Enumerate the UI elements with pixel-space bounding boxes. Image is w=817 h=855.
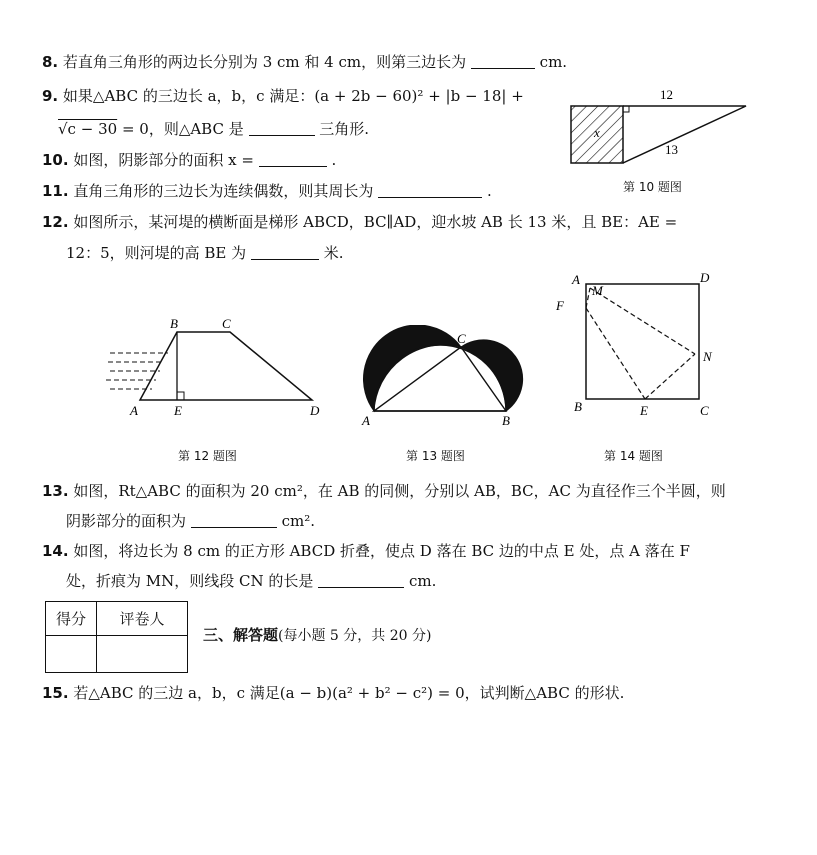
question-10	[42, 150, 336, 170]
label-m: M	[592, 283, 603, 298]
question-text: 若直角三角形的两边长分别为 3 cm 和 4 cm，则第三边长为	[62, 53, 467, 71]
label-13: 13	[665, 142, 678, 157]
suffix-text: .	[331, 151, 337, 169]
grader-cell[interactable]	[97, 636, 188, 673]
unit-text: cm.	[408, 572, 437, 590]
label-n: N	[703, 349, 712, 364]
figure-10-caption: 第 10 题图	[623, 180, 682, 194]
unit-text: cm.	[539, 53, 568, 71]
label-f: F	[556, 298, 564, 313]
label-c: C	[457, 331, 466, 346]
suffix-text: .	[486, 182, 492, 200]
question-number: 13.	[42, 482, 69, 500]
label-a: A	[362, 413, 370, 428]
figure-13-diagram	[360, 325, 525, 430]
question-number: 11.	[42, 182, 69, 200]
label-12: 12	[660, 87, 673, 102]
question-number: 15.	[42, 684, 69, 702]
question-11	[42, 181, 492, 201]
suffix-text: 三角形.	[319, 120, 370, 138]
question-text: 如图，阴影部分的面积 x =	[73, 151, 254, 169]
section-title: 三、解答题	[203, 626, 279, 644]
answer-blank[interactable]	[251, 245, 319, 260]
answer-blank[interactable]	[259, 152, 327, 167]
score-header: 得分	[46, 602, 97, 636]
question-text: 如图，Rt△ABC 的面积为 20 cm²，在 AB 的同侧，分别以 AB，BC，AC 为直径作三个半圆，则	[73, 482, 726, 500]
score-cell[interactable]	[46, 636, 97, 673]
question-text: 如果△ABC 的三边长 a，b，c 满足：(a + 2b − 60)² + |b − 18| +	[62, 87, 524, 105]
square-abcd	[586, 284, 699, 399]
figure-10-diagram	[565, 82, 755, 172]
answer-blank[interactable]	[318, 573, 404, 588]
grader-header: 评卷人	[97, 602, 188, 636]
label-e: E	[174, 403, 182, 418]
question-number: 8.	[42, 53, 59, 71]
question-12-line-2	[66, 243, 343, 263]
question-number: 12.	[42, 213, 69, 231]
question-8	[42, 52, 567, 72]
label-e: E	[640, 403, 648, 418]
question-9-line-2	[58, 119, 369, 139]
trapezoid-abcd	[140, 332, 312, 400]
question-text: 12：5，则河堤的高 BE 为	[66, 244, 247, 262]
sqrt-expression: √c − 30	[58, 120, 118, 138]
question-text: 如图所示，某河堤的横断面是梯形 ABCD，BC∥AD，迎水坡 AB 长 13 米，且 BE：AE =	[73, 213, 678, 231]
question-text: 直角三角形的三边长为连续偶数，则其周长为	[73, 182, 374, 200]
question-text: 处，折痕为 MN，则线段 CN 的长是	[66, 572, 314, 590]
label-d: D	[310, 403, 320, 418]
answer-area[interactable]	[40, 712, 780, 842]
question-13-line-2	[66, 511, 315, 531]
label-a: A	[572, 272, 580, 287]
question-text: = 0，则△ABC 是	[121, 120, 244, 138]
shaded-lune-bc	[461, 340, 523, 411]
shaded-lune-ac	[363, 325, 461, 411]
question-12-line-1	[42, 212, 677, 232]
question-14-line-1	[42, 541, 690, 561]
label-x: x	[594, 125, 600, 140]
question-text: 阴影部分的面积为	[66, 512, 187, 530]
section-3-heading	[203, 624, 431, 645]
label-c: C	[700, 403, 709, 418]
unit-text: cm².	[281, 512, 315, 530]
figure-14-caption: 第 14 题图	[604, 449, 663, 463]
answer-blank[interactable]	[249, 121, 315, 136]
answer-blank[interactable]	[471, 54, 535, 69]
right-angle-mark	[177, 392, 184, 400]
question-number: 14.	[42, 542, 69, 560]
label-b: B	[170, 316, 178, 331]
figure-12-diagram	[100, 310, 330, 425]
label-b: B	[502, 413, 510, 428]
label-c: C	[222, 316, 231, 331]
question-9-line-1	[42, 86, 524, 106]
label-a: A	[130, 403, 138, 418]
right-angle-mark	[623, 106, 629, 112]
right-triangle	[623, 106, 746, 163]
question-13-line-1	[42, 481, 726, 501]
figure-14-diagram	[550, 268, 720, 423]
question-number: 10.	[42, 151, 69, 169]
question-text: 如图，将边长为 8 cm 的正方形 ABCD 折叠，使点 D 落在 BC 边的中点 E 处，点 A 落在 F	[73, 542, 690, 560]
section-note: (每小题 5 分，共 20 分)	[278, 628, 432, 644]
water-lines	[106, 353, 168, 389]
score-table	[45, 601, 188, 673]
figure-12-caption: 第 12 题图	[178, 449, 237, 463]
fold-lines	[586, 288, 695, 399]
answer-blank[interactable]	[378, 183, 482, 198]
question-15	[42, 683, 624, 703]
question-text: 若△ABC 的三边 a，b，c 满足(a − b)(a² + b² − c²) = 0，试判断△ABC 的形状.	[73, 684, 625, 702]
label-b: B	[574, 399, 582, 414]
figure-13-caption: 第 13 题图	[406, 449, 465, 463]
answer-blank[interactable]	[191, 513, 277, 528]
suffix-text: 米.	[323, 244, 344, 262]
question-number: 9.	[42, 87, 59, 105]
label-d: D	[700, 270, 710, 285]
question-14-line-2	[66, 571, 436, 591]
